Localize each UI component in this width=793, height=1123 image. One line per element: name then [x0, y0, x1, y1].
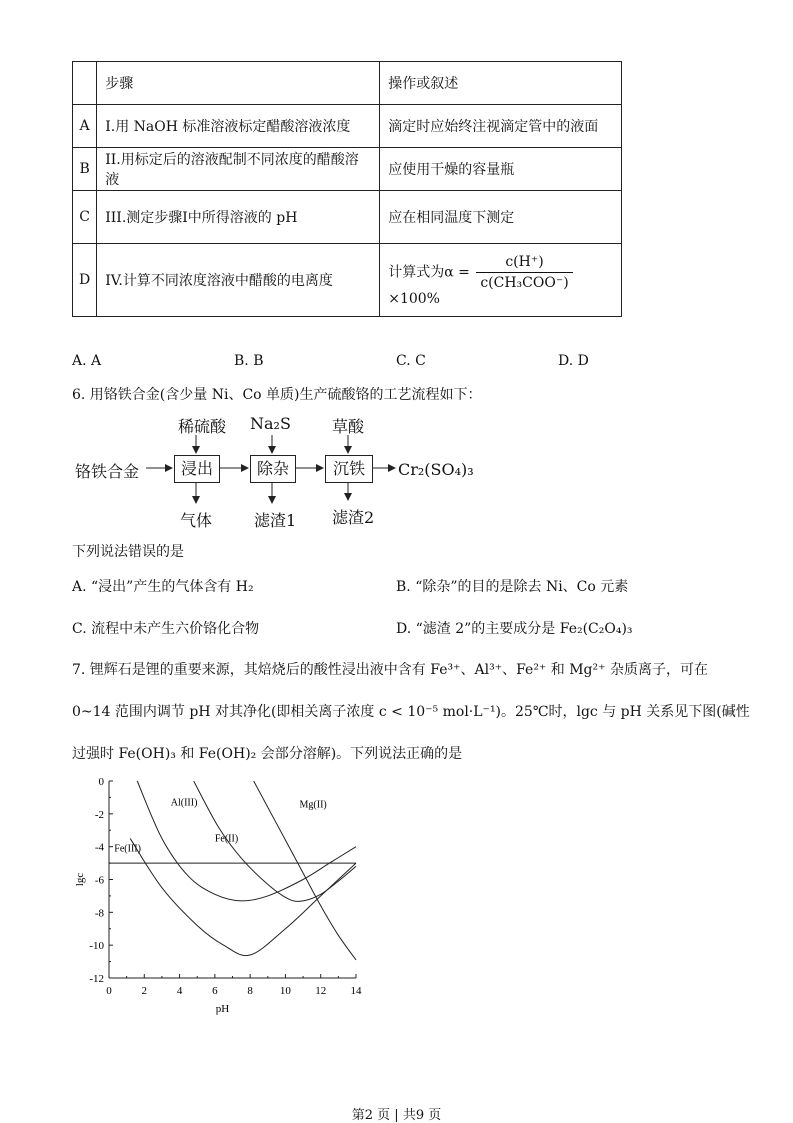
- header-step: 步骤: [97, 62, 380, 105]
- flow-box-iron-precipitation: 沉铁: [325, 455, 373, 483]
- x-tick-label: 10: [279, 985, 291, 997]
- q7-line-3: 过强时 Fe(OH)₃ 和 Fe(OH)₂ 会部分溶解)。下列说法正确的是: [72, 746, 463, 762]
- row-desc: 滴定时应始终注视滴定管中的液面: [380, 105, 622, 148]
- q6-stem: 6. 用铬铁合金(含少量 Ni、Co 单质)生产硫酸铬的工艺流程如下：: [72, 387, 482, 403]
- flow-product-label: Cr₂(SO₄)₃: [398, 460, 474, 479]
- q5-option-c: C. C: [396, 353, 426, 369]
- x-tick-label: 14: [350, 985, 362, 997]
- y-tick-label: -10: [89, 940, 104, 953]
- q6-option-a: A. “浸出”产生的气体含有 H₂: [72, 579, 254, 595]
- flow-start-label: 铬铁合金: [75, 462, 140, 481]
- reagent-dilute-sulfuric-acid: 稀硫酸: [178, 417, 227, 436]
- q6-option-b: B. “除杂”的目的是除去 Ni、Co 元素: [396, 579, 629, 595]
- x-tick-label: 4: [176, 985, 183, 997]
- y-tick-label: -6: [94, 874, 104, 887]
- y-tick-label: -8: [94, 907, 104, 920]
- series-line-feiii: [130, 838, 356, 955]
- row-step: III.测定步骤I中所得溶液的 pH: [97, 191, 380, 244]
- q5-option-d: D. D: [558, 353, 589, 369]
- header-desc: 操作或叙述: [380, 62, 622, 105]
- reagent-oxalic-acid: 草酸: [332, 417, 365, 436]
- reagent-na2s: Na₂S: [250, 414, 291, 433]
- output-filter-residue-1: 滤渣1: [254, 511, 297, 530]
- x-tick-label: 8: [247, 985, 253, 997]
- row-desc: 应在相同温度下测定: [380, 191, 622, 244]
- x-tick-label: 0: [106, 985, 112, 997]
- row-letter: A: [73, 105, 97, 148]
- y-tick-label: -4: [94, 841, 104, 854]
- row-step: II.用标定后的溶液配制不同浓度的醋酸溶液: [97, 148, 380, 191]
- series-label: Fe(III): [114, 843, 141, 855]
- formula-suffix: ×100%: [388, 290, 440, 307]
- x-tick-label: 6: [212, 985, 218, 997]
- q5-option-b: B. B: [234, 353, 264, 369]
- row-letter: B: [73, 148, 97, 191]
- y-axis-label: lgc: [74, 872, 86, 887]
- q6-option-d: D. “滤渣 2”的主要成分是 Fe₂(C₂O₄)₃: [396, 621, 633, 637]
- fraction-denominator: c(CH₃COO⁻): [480, 274, 569, 291]
- output-filter-residue-2: 滤渣2: [332, 508, 375, 527]
- y-tick-label: -12: [89, 973, 104, 985]
- page-footer: 第2 页 | 共9 页: [351, 1108, 442, 1123]
- flow-box-leaching: 浸出: [174, 455, 220, 483]
- q7-line-1: 7. 锂辉石是锂的重要来源，其焙烧后的酸性浸出液中含有 Fe³⁺、Al³⁺、Fe²⁺ 和 Mg²⁺ 杂质离子，可在: [72, 662, 708, 678]
- q7-line-2: 0~14 范围内调节 pH 对其净化(即相关离子浓度 c < 10⁻⁵ mol·L⁻¹)。25℃时，lgc 与 pH 关系见下图(碱性: [72, 704, 750, 720]
- x-tick-label: 12: [315, 985, 327, 997]
- row-step: I.用 NaOH 标准溶液标定醋酸溶液浓度: [97, 105, 380, 148]
- row-desc: 应使用干燥的容量瓶: [380, 148, 622, 191]
- q6-question: 下列说法错误的是: [72, 544, 184, 560]
- row-letter: C: [73, 191, 97, 244]
- flow-box-impurity-removal: 除杂: [250, 455, 296, 483]
- fraction-numerator: c(H⁺): [476, 254, 572, 273]
- lgc-ph-chart: [60, 770, 380, 1030]
- flow-arrows: [0, 0, 793, 560]
- x-tick-label: 2: [141, 985, 148, 997]
- y-tick-label: 0: [98, 776, 104, 788]
- output-gas: 气体: [180, 511, 213, 530]
- y-tick-label: -2: [94, 808, 104, 821]
- formula-prefix: 计算式为α =: [388, 264, 470, 280]
- series-label: Al(III): [170, 797, 198, 809]
- row-step: IV.计算不同浓度溶液中醋酸的电离度: [97, 244, 380, 317]
- row-letter: D: [73, 244, 97, 317]
- series-label: Fe(II): [214, 833, 239, 845]
- x-axis-label: pH: [215, 1003, 230, 1015]
- series-label: Mg(II): [299, 799, 327, 811]
- q5-option-a: A. A: [72, 353, 102, 369]
- q6-option-c: C. 流程中未产生六价铬化合物: [72, 621, 260, 637]
